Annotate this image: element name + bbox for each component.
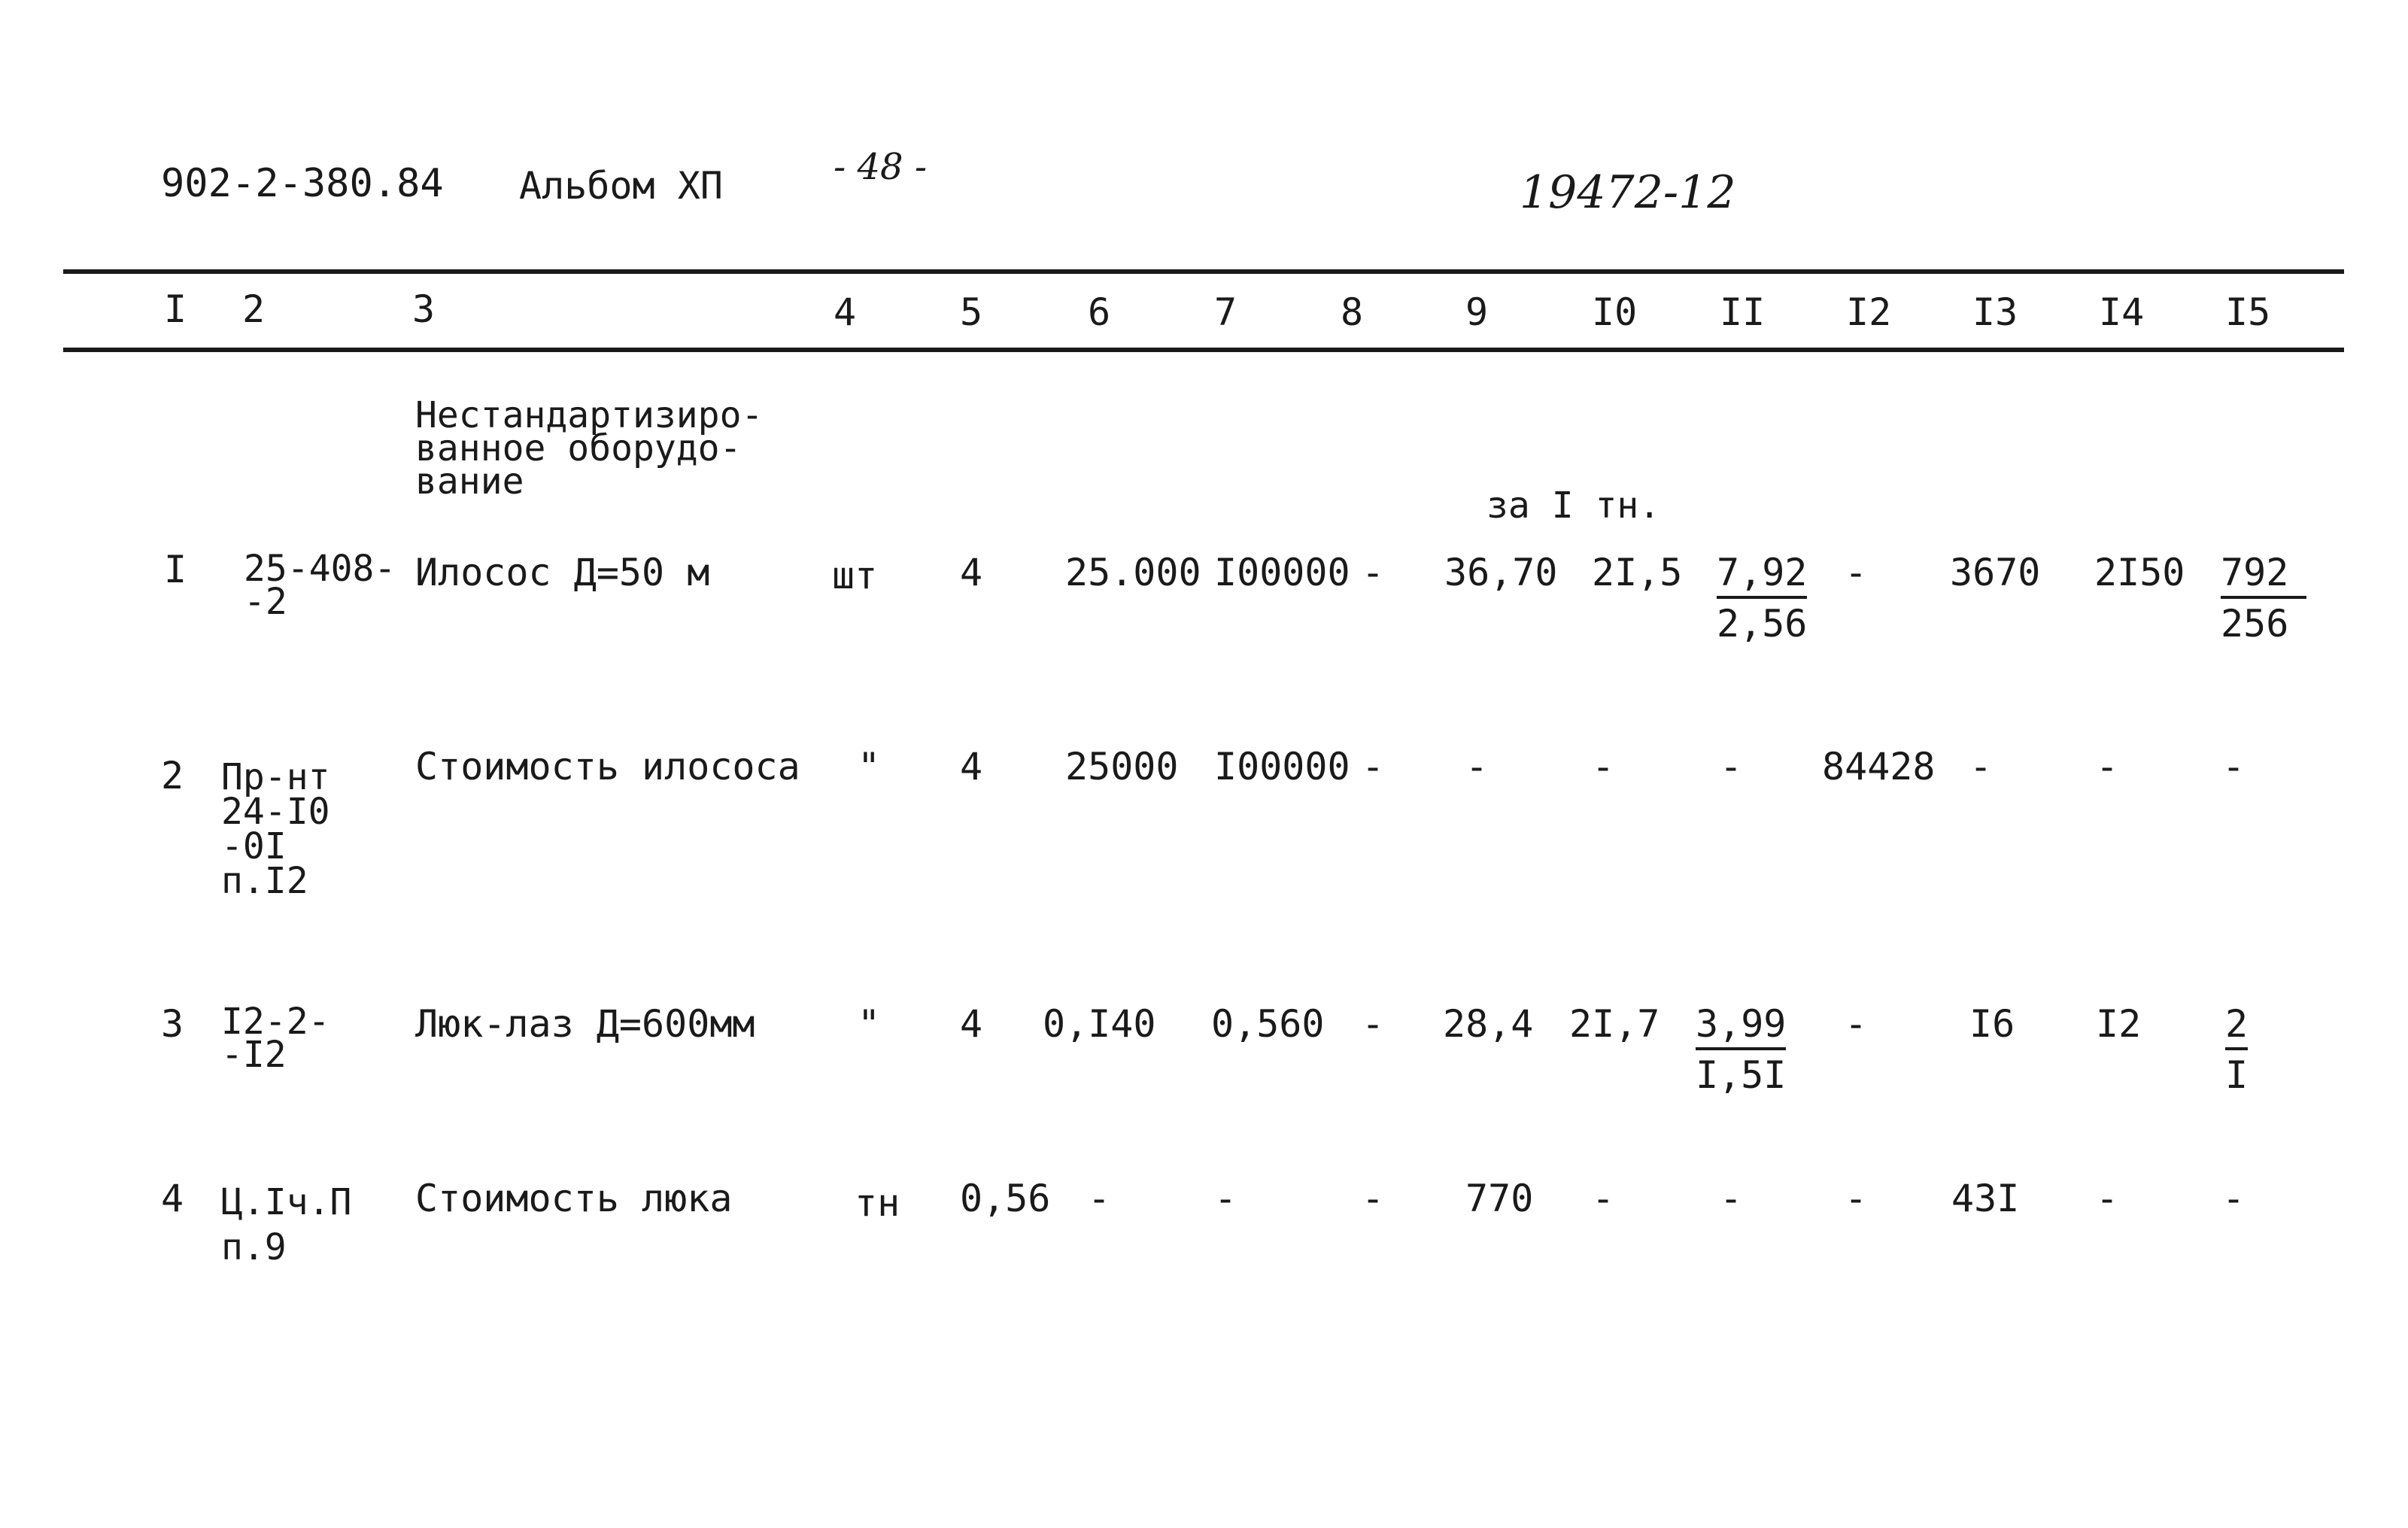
row-c10: 2I,5: [1592, 551, 1683, 594]
row-c12: -: [1845, 551, 1868, 594]
col-header: I2: [1846, 290, 1892, 334]
row-qty: 0,56: [960, 1177, 1051, 1220]
row-c14: -: [2096, 1177, 2119, 1220]
row-c9: 28,4: [1443, 1002, 1534, 1046]
row-number: 4: [161, 1177, 184, 1220]
row-name: Люк-лаз Д=600мм: [415, 1002, 755, 1046]
row-c15-denominator: I: [2225, 1053, 2249, 1097]
row-code: Ц.Iч.П п.9: [221, 1181, 352, 1268]
col-header: I3: [1972, 290, 2018, 334]
row-c7: I00000: [1214, 551, 1350, 594]
row-c10: -: [1592, 1177, 1615, 1220]
row-unit: тн: [855, 1181, 900, 1225]
row-name: Стоимость люка: [415, 1177, 733, 1220]
row-c13: -: [1969, 745, 1993, 788]
col-header: II: [1720, 290, 1766, 334]
row-c7: I00000: [1214, 745, 1350, 788]
row-code: 25-408- -2: [244, 548, 396, 623]
row-unit: ": [858, 745, 881, 788]
row-c11-numerator: 3,99: [1696, 1005, 1786, 1050]
row-c14: -: [2096, 745, 2119, 788]
row-name: Стоимость илососа: [415, 745, 800, 788]
row-c14: 2I50: [2094, 551, 2185, 594]
col-header: 2: [242, 287, 266, 331]
row-c13: I6: [1969, 1002, 2015, 1046]
col-header: 7: [1214, 290, 1237, 334]
row-c15-fraction: [2225, 1002, 2249, 1097]
row-c11-fraction: [1717, 551, 1808, 646]
row-c15-fraction: [2221, 551, 2306, 646]
row-c10: 2I,7: [1569, 1002, 1660, 1046]
top-rule: [63, 269, 2344, 274]
row-number: 3: [161, 1002, 184, 1046]
row-c8: -: [1362, 1002, 1385, 1046]
row-c8: -: [1362, 551, 1385, 594]
col-header: 8: [1341, 290, 1364, 334]
row-c8: -: [1362, 745, 1385, 788]
row-c9: -: [1465, 745, 1489, 788]
row-c15-numerator: 2: [2225, 1005, 2248, 1050]
row-c12: -: [1845, 1002, 1868, 1046]
album-label: Альбом XП: [519, 164, 723, 208]
col-header: I: [164, 287, 187, 331]
col-header: 9: [1465, 290, 1489, 334]
row-c13: 43I: [1951, 1177, 2020, 1220]
row-c12: 84428: [1822, 745, 1936, 788]
row-c6: 0,I40: [1043, 1002, 1156, 1046]
col-header: I5: [2225, 290, 2271, 334]
row-number: I: [164, 548, 187, 591]
document-code: 902-2-380.84: [161, 161, 444, 206]
row-c15-denominator: 256: [2221, 602, 2289, 646]
row-c15: -: [2222, 1177, 2246, 1220]
row-c13: 3670: [1950, 551, 2041, 594]
row-c6: 25.000: [1065, 551, 1201, 594]
row-c11-fraction: [1696, 1002, 1787, 1097]
row-c11-denominator: 2,56: [1717, 602, 1808, 646]
row-qty: 4: [960, 551, 983, 594]
row-unit: ": [858, 1002, 881, 1046]
archive-number: 19472-12: [1520, 166, 1736, 219]
row-c6: 25000: [1065, 745, 1179, 788]
row-c9: 770: [1465, 1177, 1534, 1220]
row-c11: -: [1720, 745, 1743, 788]
col-header: I0: [1592, 290, 1638, 334]
col-header: 4: [834, 290, 857, 334]
col-header: 5: [960, 290, 983, 334]
row-c12: -: [1845, 1177, 1868, 1220]
row-c7: 0,560: [1211, 1002, 1325, 1046]
row-qty: 4: [960, 1002, 983, 1046]
row-number: 2: [161, 754, 184, 797]
row-c14: I2: [2096, 1002, 2142, 1046]
row-code: I2-2- -I2: [221, 1001, 330, 1076]
row-qty: 4: [960, 745, 983, 788]
section-title: Нестандартизиро- ванное оборудо- вание: [415, 394, 764, 503]
row-c10: -: [1592, 745, 1615, 788]
page-number: - 48 -: [834, 146, 928, 188]
row-c11-numerator: 7,92: [1717, 554, 1807, 599]
row-c9: 36,70: [1444, 551, 1558, 594]
row-c8: -: [1362, 1177, 1385, 1220]
col-header: 6: [1088, 290, 1111, 334]
row-c15: -: [2222, 745, 2246, 788]
unit-note: за I тн.: [1486, 485, 1661, 527]
col-header: 3: [412, 287, 436, 331]
header-bottom-rule: [63, 348, 2344, 352]
row-code: Пр-нт 24-I0 -0I п.I2: [221, 756, 330, 902]
row-c7: -: [1214, 1177, 1237, 1220]
col-header: I4: [2099, 290, 2145, 334]
row-unit: шт: [832, 554, 878, 597]
row-c15-numerator: 792: [2221, 554, 2306, 599]
row-c11-denominator: I,5I: [1696, 1053, 1787, 1097]
row-c11: -: [1720, 1177, 1743, 1220]
row-c6: -: [1088, 1177, 1111, 1220]
row-name: Илосос Д=50 м: [415, 551, 710, 594]
